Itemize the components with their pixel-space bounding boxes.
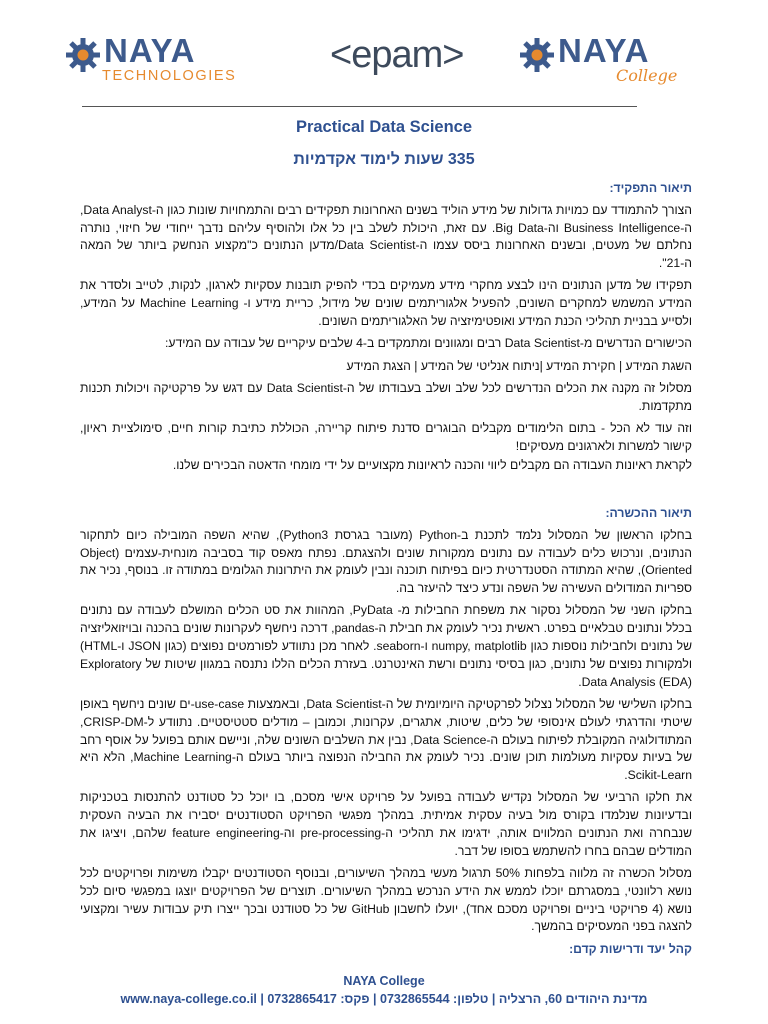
logo-subtitle: College	[616, 66, 678, 85]
training-paragraph-4: את חלקו הרביעי של המסלול נקדיש לעבודה בפועל על פרויקט אישי מסכם, בו יוכל כל סטודנט להתנסות בטכניקות ובדעיונות שנלמדו בקורס מול בעיה עסקית אמיתית. במהלך מפגשי הפרויקט הסטודנטים יסבירו את הבעיה העסקית שנבחרה ואת הנתונים המלווים אותה, ידגימו את תהליכי ה-pre-processing וה-feature engineering שלהם, ויציגו את המודלים שבהם בחרו להשתמש בסופו של דבר.	[80, 790, 693, 858]
naya-technologies-logo	[66, 32, 237, 90]
logo-wordmark: NAYA	[558, 32, 650, 69]
section-spacer	[80, 479, 692, 505]
header-divider	[82, 106, 637, 107]
footer-college-name: NAYA College	[343, 974, 425, 988]
role-paragraph-5: מסלול זה מקנה את הכלים הנדרשים לכל שלב ושלב בעבודתו של ה-Data Scientist עם דגש על פרקטיקה ויכולות תכנות מתקדמות.	[80, 380, 692, 413]
role-paragraph-7: לקראת ראיונות העבודה הם מקבלים ליווי והכנה לראיונות מקצועיים על ידי מומחי הדאטה הבכירים שלנו.	[172, 457, 692, 472]
role-section-heading: תיאור התפקיד:	[609, 181, 692, 195]
role-paragraph-2: תפקידו של מדען הנתונים הינו לבצע מחקרי מידע מעמיקים בכדי להפיק תובנות עסקיות לארגון, לנקות, לטייב ולסדר את המידע המשמש למחקרים השונים, להפעיל אלגוריתמים שונים של מידול, כריית מידע ו- Machine Learning על המידע, ולסייע בבניית תהליכי הכנת המידע ואופטימיזציה של האלגוריתמים השונים.	[80, 278, 693, 329]
training-paragraph-1: בחלקו הראשון של המסלול נלמד לתכנת ב-Python (מעובר בגרסת Python3), שהיא השפה המובילה כיום לתחקור הנתונים, ונרכוש כלים לעבודה עם נתונים ממקורות שונים ולהצגתם. נפתח מאפס קוד בסביבה מונחית-עצמים (Object Oriented), שהיא המתודה הסטנדרטית כיום בפיתוח תוכנה ונבין לעומק את היתרונות הגלומים במתודה זו. בנוסף, נכיר את ספריות המודולים העשירה של השפה ונדע כיצד להיעזר בה.	[80, 527, 692, 596]
role-paragraph-6: וזה עוד לא הכל - בתום הלימודים מקבלים הבוגרים סדנת פיתוח קריירה, הכוללת כתיבת קורות חיים, סימולציית ראיון, קישור למשרות ולארגונים מעסיקים!	[80, 421, 692, 453]
gear-icon	[66, 38, 100, 72]
role-paragraph-3: הכישורים הנדרשים מ-Data Scientist רבים ומגוונים ומתמקדים ב-4 שלבים עיקריים של עבודה עם המידע:	[165, 336, 692, 351]
page-title: Practical Data Science	[295, 118, 473, 136]
training-section-heading: תיאור ההכשרה:	[605, 505, 692, 520]
logo-wordmark: NAYA	[104, 32, 196, 69]
document-body	[80, 180, 692, 963]
epam-logo	[314, 34, 464, 94]
naya-college-logo	[520, 32, 678, 90]
training-paragraph-5: מסלול הכשרה זה מלווה בלפחות 50% תרגול מעשי במהלך השיעורים, ובנוסף הסטודנטים יקבלו משימות ופרויקטים לכל נושא רלוונטי, במסגרתם יוכלו לממש את הידע הנרכש במהלך השיעורים. תוצרים של הפרויקטים יוצגו במפגשי סיום לכל נושא (4 פרויקטי ביניים ופרויקט מסכם אחד), יועלו לחשבון GitHub של כל סטודנט ובכך ייצרו תיק עבודות עשיר ומקצועי להצגה בפני המעסיקים בהמשך.	[80, 866, 692, 934]
page-subtitle: 335 שעות לימוד אקדמיות	[293, 151, 475, 168]
role-paragraph-1: הצורך להתמודד עם כמויות גדולות של מידע הוליד בשנים האחרונות תפקידים רבים והתמחויות שונות כגון ה-Data Analyst, ה-Business Intelligence וה-Big Data. עם זאת, היכולת לשלב בין כל אלו ולהוסיף עליהם נדבך ייחודי של חיזוי, נותרה נחלתם של מעטים, ובשנים האחרונות ביסס עצמו ה-Data Scientist/מדען הנתונים כ"מקצוע הנחשק ביותר של המאה ה-21".	[80, 202, 693, 271]
training-paragraph-2: בחלקו השני של המסלול נסקור את משפחת החבילות מ- PyData, המהוות את סט הכלים המושלם לעבודה עם נתונים בכלל ונתונים טבלאיים בפרט. ראשית נכיר לעומק את חבילת ה-pandas, דרכה ניחשף לעקרונות שונים בהכנה ובויזואליזציה של נתונים ולחבילות נוספות כגון numpy, matplotlib ו-seaborn. לאחר מכן נתוודע לפורמטים נפוצים (כגון JSON ו-HTML) ולמקורות נפוצים של נתונים, כגון בסיסי נתונים ורשת האינטרנט. בעזרת הכלים הללו נתנסה במגוון שיטות של Exploratory Data Analysis (EDA).	[80, 603, 693, 689]
audience-section-heading: קהל יעד ודרישות קדם:	[569, 941, 692, 956]
logo-wordmark: <epam>	[330, 34, 464, 76]
gear-icon	[520, 38, 554, 72]
role-paragraph-4: השגת המידע | חקירת המידע |ניתוח אנליטי של המידע | הצגת המידע	[346, 358, 692, 373]
training-paragraph-3: בחלקו השלישי של המסלול נצלול לפרקטיקה היומיומית של ה-Data Scientist, ובאמצעות use-case-ים שונים ניחשף באופן שיטתי והדרגתי לעולם אינסופי של כלים, שיטות, אתגרים, עקרונות, וכמובן – מודלים סטטיסטיים. נתוודע ל-CRISP-DM, המתודולוגיה המקובלת לפיתוח בעולם ה-Data Science, נבין את השלבים השונים שלה, וניישם אותם בפועל על אוסף רחב של בעיות עסקיות מעולמות תוכן שונים. נכיר לעומק את החבילה הנפוצה ביותר בעולם ה-Machine Learning, הלא היא Scikit-Learn.	[80, 696, 692, 783]
logo-subtitle: TECHNOLOGIES	[102, 68, 237, 84]
footer-contact-details: מדינת היהודים 60, הרצליה | טלפון: 0732865544 | פקס: 0732865417 | www.naya-college.co.il	[120, 992, 648, 1006]
